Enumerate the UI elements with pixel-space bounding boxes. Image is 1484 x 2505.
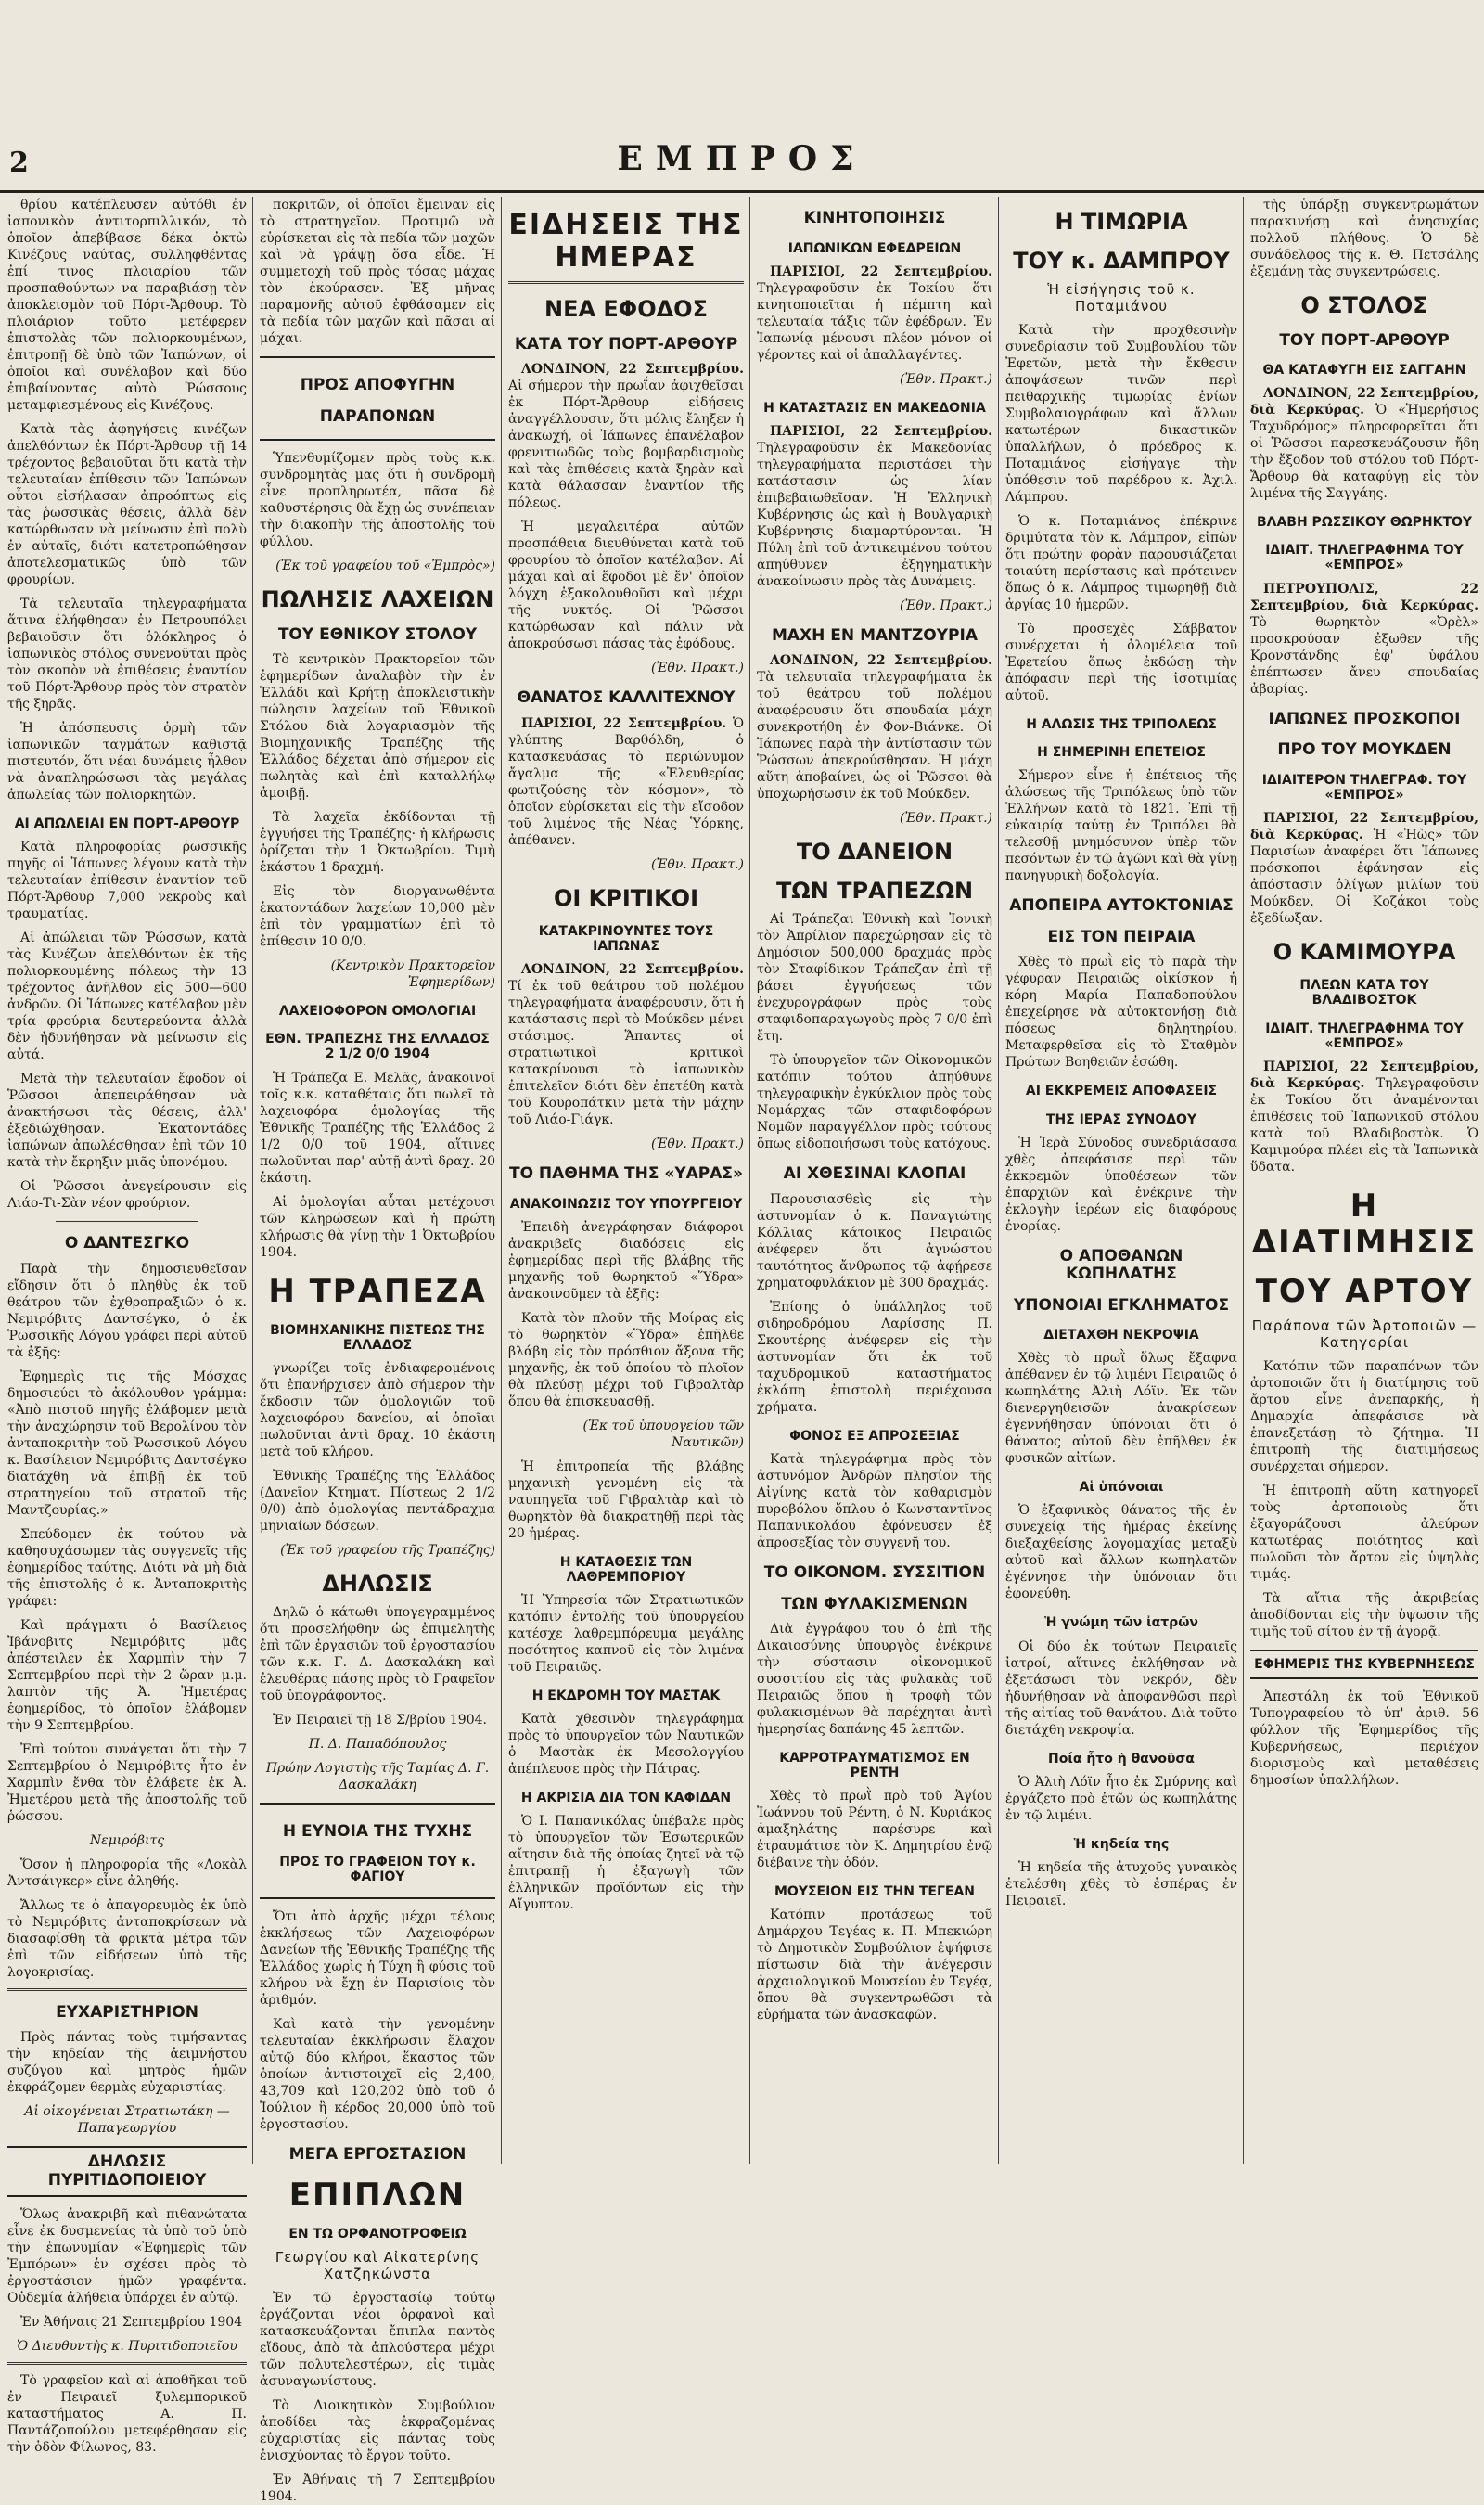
article-paragraph: Οἱ δύο ἐκ τούτων Πειραιεῖς ἰατροί, αἵτινες ἐκλήθησαν νὰ ἐξετάσωσι τὸν νεκρόν, δὲν ἠδυνήθησαν νὰ ἀποφανθῶσι περὶ τῆς αἰτίας τοῦ θανάτου. Διὰ τοῦτο διετάχθη νεκροψία.: [1005, 1638, 1237, 1738]
headline-manchuria: ΜΑΧΗ ΕΝ ΜΑΝΤΖΟΥΡΙΑ: [771, 625, 978, 645]
headline-new-assault-sub: ΚΑΤΑ ΤΟΥ ΠΟΡΤ-ΑΡΘΟΥΡ: [514, 334, 738, 353]
article-paragraph: Τὸ προσεχὲς Σάββατον συνέρχεται ἡ ὁλομέλεια τοῦ Ἐφετείου ὅπως ἐκδώσῃ τὴν ἀπόφασιν περὶ τῆς ἰσοτιμίας αὐτοῦ.: [1005, 622, 1237, 704]
headline-new-assault: ΝΕΑ ΕΦΟΔΟΣ: [544, 296, 708, 322]
article-paragraph: Ἀπεστάλη ἐκ τοῦ Ἐθνικοῦ Τυπογραφείου τὸ ὑπ' ἀριθ. 56 φύλλον τῆς Ἐφημερίδος τῆς Κυβερνήσεως, περιέχον διορισμοὺς καὶ μεταθέσεις δημοσίων ὑπαλλήλων.: [1250, 1689, 1478, 1789]
headline-complaints: Παράπονα τῶν Ἀρτοποιῶν — Κατηγορίαι: [1251, 1317, 1478, 1352]
headline-declaration: ΔΗΛΩΣΙΣ: [322, 1570, 433, 1597]
headline-smuggling: Η ΚΑΤΑΘΕΣΙΣ ΤΩΝ ΛΑΘΡΕΜΠΟΡΙΟΥ: [559, 1555, 693, 1586]
article-paragraph: Παρὰ τὴν δημοσιευθεῖσαν εἴδησιν ὅτι ὁ πληθὺς ἐκ τοῦ θεάτρου τῶν ἐχθροπραξιῶν ὁ κ. Νεμιρόβιτς Δαντσέγκο, ὁ ἐκ Ῥωσσικῆς Λόγου γράφει περὶ αὐτοῦ τὰ ἑξῆς:: [7, 1261, 247, 1360]
article-paragraph: Ἐπίσης ὁ ὑπάλληλος τοῦ σιδηροδρόμου Λαρίσσης Π. Σκουτέρης ἀνέφερεν εἰς τὴν ἀστυνομίαν ὅτι ἐκ τοῦ ταχυδρομικοῦ καταστήματος ἐκλάπη ἐπιστολὴ περιέχουσα χρήματα.: [757, 1300, 992, 1416]
headline-accident: ΦΟΝΟΣ ΕΞ ΑΠΡΟΣΕΞΙΑΣ: [789, 1429, 960, 1445]
column-divider: [501, 197, 502, 2164]
column-divider: [998, 197, 999, 2164]
dateline: Ἐν Ἀθήναις 21 Σεπτεμβρίου 1904: [20, 2315, 243, 2331]
dateline: ΛΟΝΔΙΝΟΝ, 22 Σεπτεμβρίου.: [521, 962, 744, 978]
article-text: Τὰ τελευταῖα τηλεγραφήματα ἐκ τοῦ θεάτρου τοῦ πολέμου ἀναφέρουσιν ὅτι σπουδαία μάχη συνεκροτήθη ἐν Φον-Βιάνκε. Οἱ Ἰάπωνες παρὰ τὴν ἀντίστασιν τῶν Ῥώσσων ἀπεκρούσθησαν. Ἡ μάχη αὕτη ἀποβαίνει, ὡς οἱ Ῥῶσσοι θὰ ὑποχωρήσωσιν ἐκ τοῦ Μούκδεν.: [757, 670, 992, 803]
column-divider: [1243, 197, 1244, 2164]
headline-loan-sub: ΤΩΝ ΤΡΑΠΕΖΩΝ: [775, 877, 974, 904]
divider: [7, 1988, 247, 1991]
headline-attempt: ΑΠΟΠΕΙΡΑ ΑΥΤΟΚΤΟΝΙΑΣ: [1009, 896, 1234, 916]
source-note: (Ἐκ τοῦ γραφείου τῆς Τραπέζης): [280, 1542, 495, 1558]
headline-founders: Γεωργίου καὶ Αἰκατερίνης Χατζηκώνστα: [275, 2248, 480, 2282]
column-6: [1250, 197, 1478, 2164]
headline-powder-mill: ΔΗΛΩΣΙΣ ΠΥΡΙΤΙΔΟΠΟΙΕΙΟΥ: [7, 2146, 247, 2197]
headline-artist-death: ΘΑΝΑΤΟΣ ΚΑΛΛΙΤΕΧΝΟΥ: [517, 688, 736, 708]
source-note: (Ἐθν. Πρακτ.): [651, 856, 744, 872]
article-paragraph: Ὅλως ἀνακριβῆ καὶ πιθανώτατα εἶνε ἐκ δυσμενείας τὰ ὑπὸ τοῦ ὑπὸ τὴν ἐπωνυμίαν «Ἐφημερὶς τῶν Ἐμπόρων» ἐν σχέσει πρὸς τὸ ἐργοστάσιον ἡμῶν γραφέντα. Οὐδεμία ἀλήθεια ὑπάρχει ἐν αὐτῷ.: [7, 2207, 247, 2306]
source-note: (Ἐθν. Πρακτ.): [651, 1137, 744, 1152]
headline-autopsy: ΔΙΕΤΑΧΘΗ ΝΕΚΡΟΨΙΑ: [1043, 1328, 1199, 1343]
article-paragraph: τὴς ὑπάρξῃ συγκεντρωμάτων παρακινήσῃ καὶ ἀνησυχίας πολλοῦ πλήθους. Ὁ δὲ συνάδελφος τῆς κ. Θ. Πετσάλης ἐξεμάνῃ τὰς συγκεντρώσεις.: [1250, 198, 1478, 279]
headline-telegram: ΙΔΙΑΙΤ. ΤΗΛΕΓΡΑΦΗΜΑ ΤΟΥ «ΕΜΠΡΟΣ»: [1265, 543, 1464, 573]
article-text: Τηλεγραφοῦσιν ἐκ Τοκίου ὅτι ἀναμένονται ἐπιθέσεις τοῦ Ἰαπωνικοῦ στόλου κατὰ τοῦ Βλαδιβοστὸκ. Ὁ Καμιμούρα πλέει εἰς τὰ Ἰαπωνικὰ ὕδατα.: [1250, 1075, 1478, 1175]
article-paragraph: Ἡ ἐπιτροπεία τῆς βλάβης μηχανικὴ γενομένη εἰς τὰ ναυπηγεῖα τοῦ Γιβραλτὰρ καὶ τὸ θωρηκτὸν θὰ διακρατηθῇ περὶ τὰς 20 ἡμέρας.: [508, 1459, 744, 1542]
article-paragraph: Καὶ πράγματι ὁ Βασίλειος Ἰβάνοβιτς Νεμιρόβιτς μᾶς ἀπέστειλεν ἐκ Χαρμπὶν τὴν 7 Σεπτεμβρίου περὶ τὴν 2 ὥραν μ.μ. λαπτὸν τῆς Ἀ. Ἠμετέρας ἐφημερίδος, τὸ ὁποῖον ἐλάβομεν τὴν 9 Σεπτεμβρίου.: [7, 1617, 247, 1733]
article-paragraph: θρίου κατέπλευσεν αὐτόθι ἐν ἰαπονικὸν ἀντιτορπιλλικόν, τὸ ὁποῖον ἀπεβίβασε δέκα ὀκτὼ Κινέζους ναύτας, συλληφθέντας ἐπί τινος πλοιαρίου τῶν προσπαθούντων να παραβιάσῃ τὸν ἀποκλεισμὸν τοῦ Πόρτ-Ἄρθουρ. Τὸ πλοιάριον τοῦτο μετέφερεν ἐπιστολὰς τῶν πολιορκουμένων, ἐπιτροπῇ δὲ ὑπὸ τῶν Ἰαπώνων, οἱ ὁποῖοι καὶ συνέλαβον καὶ δύο ἐπιβαίνοντας αὐτὸ Ῥώσσους μεταμφιεσμένους εἰς Κινέζους.: [7, 198, 247, 413]
headline-telegram: ΙΔΙΑΙΤΕΡΟΝ ΤΗΛΕΓΡΑΦ. ΤΟΥ «ΕΜΠΡΟΣ»: [1261, 772, 1467, 803]
article-paragraph: Ἡ ἀπόσπευσις ὁρμὴ τῶν ἰαπωνικῶν ταγμάτων καθιστᾷ πιστευτόν, ὅτι νέαι δυνάμεις ἦλθον νὰ ἀναπληρώσωσι τὰς μεγάλας ἀπωλείας τῶν πολιορκητῶν.: [7, 721, 247, 803]
column-3: [508, 197, 744, 2164]
source-note: (Ἐκ τοῦ ὑπουργείου τῶν Ναυτικῶν): [582, 1419, 744, 1451]
headline-renti: ΚΑΡΡΟΤΡΑΥΜΑΤΙΣΜΟΣ ΕΝ ΡΕΝΤΗ: [779, 1751, 970, 1781]
headline-fortune-sub: ΠΡΟΣ ΤΟ ΓΡΑΦΕΙΟΝ ΤΟΥ κ. ΦΑΓΙΟΥ: [279, 1854, 476, 1885]
headline-furniture: ΕΠΙΠΛΩΝ: [288, 2176, 467, 2214]
headline-telegram: ΙΔΙΑΙΤ. ΤΗΛΕΓΡΑΦΗΜΑ ΤΟΥ «ΕΜΠΡΟΣ»: [1265, 1021, 1464, 1051]
article-paragraph: Κατὰ χθεσινὸν τηλεγράφημα πρὸς τὸ ὑπουργεῖον τῶν Ναυτικῶν ὁ Μαστὰκ ἐκ Μεσολογγίου ἀπέπλευσε πρὸς τὴν Πάτρας.: [508, 1712, 744, 1778]
headline-attempt-sub: ΕΙΣ ΤΟΝ ΠΕΙΡΑΙΑ: [1047, 927, 1196, 946]
article-text: Ὁ «Ἡμερήσιος Ταχυδρόμος» πληροφορεῖται ὅτι οἱ Ῥῶσσοι παρεσκευάζουσιν ἤδη τὴν ἔξοδον τοῦ στόλου τοῦ Πόρτ-Ἄρθουρ θὰ καταφύγῃ εἰς τὸν λιμένα τῆς Σαγγάης.: [1250, 403, 1478, 502]
subhead: Ποία ἦτο ἡ θανοῦσα: [1048, 1751, 1195, 1766]
article-paragraph: Τὸ Διοικητικὸν Συμβούλιον ἀποδίδει τὰς ἐκφραζομένας εὐχαριστίας εἰς πάντας τοὺς ἐνισχύοντας τὸ ἔργον τοῦτο.: [260, 2397, 495, 2463]
headline-lottery-sub: ΤΟΥ ΕΘΝΙΚΟΥ ΣΤΟΛΟΥ: [277, 624, 478, 644]
headline-hydra-sub: ΑΝΑΚΟΙΝΩΣΙΣ ΤΟΥ ΥΠΟΥΡΓΕΙΟΥ: [509, 1197, 743, 1213]
article-paragraph: Τὸ κεντρικὸν Πρακτορεῖον τῶν ἐφημερίδων ἀναλαβὸν τὴν ἐν Ἑλλάδι καὶ Κρήτῃ ἀποκλειστικὴν πώλησιν λαχείων τοῦ Ἐθνικοῦ Στόλου διὰ λογαριασμὸν τῆς Βιομηχανικῆς Τραπέζης τῆς Ἑλλάδος δέχεται ἀπὸ σήμερον εἰς πωλητὰς καὶ ἐπὶ καταλλήλῳ ἀμοιβῇ.: [260, 652, 495, 802]
headline-mess-sub: ΤΩΝ ΦΥΛΑΚΙΣΜΕΝΩΝ: [781, 1594, 968, 1613]
dateline: ΠΑΡΙΣΙΟΙ, 22 Σεπτεμβρίου.: [770, 423, 992, 439]
article-paragraph: Κατὰ τὸν πλοῦν τῆς Μοίρας εἰς τὸ θωρηκτὸν «Ὕδρα» ἐπῆλθε βλάβη εἰς τὸν πρόσθιον ἄξονα τῆς μηχανῆς, ἐκ τοῦ ὁποίου τὸ πλοῖον θὰ πλεύσῃ μέχρι τοῦ Γιβραλτὰρ ὅπου θὰ ἐπισκευασθῇ.: [508, 1311, 744, 1410]
article-text: Τηλεγραφοῦσιν ἐκ Τοκίου ὅτι κινητοποιεῖται ἡ πέμπτη καὶ τελευταία τάξις τῶν ἐφέδρων. Ἐν Ἰαπωνίᾳ μένουσι πλέον μόνον οἱ γέροντες καὶ οἱ ἀπαλλαγέντες.: [757, 280, 992, 363]
headline-dantsegko: Ο ΔΑΝΤΕΣΓΚΟ: [64, 1234, 190, 1253]
article-paragraph: Κατόπιν προτάσεως τοῦ Δημάρχου Τεγέας κ. Π. Μπεκιώρη τὸ Δημοτικὸν Συμβούλιον ἐψήφισε πίστωσιν διὰ τὴν ἀνέγερσιν ἀρχαιολογικοῦ Μουσείου ἐν Τεγέᾳ, ὅπου θὰ συγκεντρωθῶσι τὰ εὑρήματα τῶν ἀνασκαφῶν.: [757, 1908, 992, 2023]
headline-bread: ΤΟΥ ΑΡΤΟΥ: [1255, 1272, 1474, 1310]
column-5: [1005, 197, 1237, 2164]
headline-punishment: Η ΤΙΜΩΡΙΑ: [1055, 209, 1188, 235]
headline-macedonia: Η ΚΑΤΑΣΤΑΣΙΣ ΕΝ ΜΑΚΕΔΟΝΙΑ: [763, 400, 986, 416]
source-note: (Κεντρικὸν Πρακτορεῖον Ἐφημερίδων): [330, 958, 495, 991]
headline-scouts: ΙΑΠΩΝΕΣ ΠΡΟΣΚΟΠΟΙ: [1268, 709, 1461, 728]
subhead: Ἡ κηδεία της: [1073, 1836, 1170, 1852]
article-paragraph: Τὰ αἴτια τῆς ἀκριβείας ἀποδίδονται εἰς τὴν ὑψωσιν τῆς τιμῆς τοῦ σίτου ἐν τῇ ἀγορᾷ.: [1250, 1591, 1478, 1640]
article-paragraph: Σήμερον εἶνε ἡ ἐπέτειος τῆς ἁλώσεως τῆς Τριπόλεως ὑπὸ τῶν Ἑλλήνων κατὰ τὸ 1821. Ἐπὶ τῇ εὐκαιρίᾳ ταύτῃ ἐν Τριπόλει θὰ τελεσθῇ μνημόσυνον ὑπὲρ τῶν πεσόντων ἐν τῷ ἀγῶνι καὶ θὰ γίνῃ πανηγυρικὴ δοξολογία.: [1005, 768, 1237, 884]
article-paragraph: Κατὰ τὰς ἀφηγήσεις κινέζων ἀπελθόντων ἐκ Πόρτ-Ἄρθουρ τῇ 14 τρέχοντος βεβαιοῦται ὅτι κατὰ τὴν τελευταίαν ἐπίθεσιν τῶν Ἰαπώνων οὗτοι εἰσήλασαν ἀπροόπτως εἰς τὰς ῥωσσικὰς θέσεις, ἀλλὰ δὲν κατώρθωσαν νὰ μείνωσιν ἐπὶ πολὺ ἐν αὐταῖς, διότι κατετροπώθησαν ἀποτελεσματικῶς ὑπὸ τῶν φρουρίων.: [7, 422, 247, 587]
dateline: ΠΑΡΙΣΙΟΙ, 22 Σεπτεμβρίου.: [521, 715, 727, 731]
article-paragraph: Χθὲς τὸ πρωῒ πρὸ τοῦ Ἁγίου Ἰωάννου τοῦ Ρέντη, ὁ Ν. Κυριάκος ἀμαξηλάτης παρέσυρε καὶ ἐτραυμάτισε τὸν Κ. Δημητρίου ἐνῷ διέβαινε τὴν ὁδόν.: [757, 1789, 992, 1871]
headline-synod-sub: ΤΗΣ ΙΕΡΑΣ ΣΥΝΟΔΟΥ: [1045, 1111, 1197, 1127]
headline-notice-sub: ΠΑΡΑΠΟΝΩΝ: [319, 406, 436, 426]
article-paragraph: γνωρίζει τοῖς ἐνδιαφερομένοις ὅτι ἐπανήρχισεν ἀπὸ σήμερον τὴν ἔκδοσιν τῶν ὁμολογιῶν τοῦ λαχειοφόρου δανείου, αἱ ὁποῖαι πωλοῦνται ἀντὶ δραχ. 10 ἑκάστη μετὰ τοῦ κλήρου.: [260, 1360, 495, 1459]
subhead: Ἡ γνώμη τῶν ἰατρῶν: [1044, 1615, 1198, 1631]
source-note: (Ἐθν. Πρακτ.): [651, 661, 744, 676]
article-paragraph: Χθὲς τὸ πρωῒ ὅλως ἔξαφνα ἀπέθανεν ἐν τῷ λιμένι Πειραιῶς ὁ κωπηλάτης Ἀλιὴ Λόϊν. Ἐκ τῶν διενεργηθεισῶν ἀνακρίσεων ἐγεννήθησαν ὑπόνοιαι ὅτι ὁ θάνατος αὐτοῦ δὲν ἐπῆλθεν ἐκ φυσικῶν αἰτίων.: [1005, 1351, 1237, 1467]
article-paragraph: Ἐφημερὶς τις τῆς Μόσχας δημοσιεύει τὸ ἀκόλουθον γράμμα: «Ἀπὸ πιστοῦ πηγῆς ἐλάβομεν μετὰ τὴν ἀναχώρησιν τοῦ Βερολίνου τὸν ἀνταποκριτὴν τοῦ Ῥωσσικοῦ Λόγου κ. Βασίλειον Νεμιρόβιτς Δαντσέγκο διατάχθη νὰ ἐπιβῇ ἐκ τοῦ στρατηγείου τοῦ στρατοῦ τῆς Μαντζουρίας.»: [7, 1368, 247, 1518]
headline-orphanage: ΕΝ ΤΩ ΟΡΦΑΝΟΤΡΟΦΕΙΩ: [288, 2226, 467, 2242]
subhead: Αἱ ὑπόνοιαι: [1079, 1480, 1164, 1496]
headline-thefts: ΑΙ ΧΘΕΣΙΝΑΙ ΚΛΟΠΑΙ: [783, 1164, 966, 1184]
source-note: (Ἐθν. Πρακτ.): [900, 811, 992, 827]
headline-vladivostok: ΠΛΕΩΝ ΚΑΤΑ ΤΟΥ ΒΛΑΔΙΒΟΣΤΟΚ: [1299, 978, 1429, 1008]
dateline: ΛΟΝΔΙΝΟΝ, 22 Σεπτεμβρίου, διὰ Κερκύρας.: [1250, 386, 1478, 418]
headline-bonds: ΛΑΧΕΙΟΦΟΡΟΝ ΟΜΟΛΟΓΙΑΙ: [278, 1004, 477, 1020]
article-paragraph: Ἡ κηδεία τῆς ἀτυχοῦς γυναικὸς ἐτελέσθη χθὲς τὸ ἑσπέρας ἐν Πειραιεῖ.: [1005, 1859, 1237, 1908]
article-paragraph: Κατὰ τὴν προχθεσινὴν συνεδρίασιν τοῦ Συμβουλίου τῶν Ἐφετῶν, μετὰ τὴν ἔκθεσιν ἀποψάσεων τινῶν περὶ πειθαρχικῆς τιμωρίας ἐνίων Συμβολαιογράφων καὶ ἄλλων κατωτέρων δικαστικῶν ὑπαλλήλων, ὁ πρόεδρος κ. Ποταμιάνος εἰσήγαγε τὴν ὑπόθεσιν τοῦ παρέδρου κ. Ἀχιλ. Λάμπρου.: [1005, 323, 1237, 506]
headline-mobilization: ΚΙΝΗΤΟΠΟΙΗΣΙΣ: [803, 209, 946, 227]
header-rule: [0, 190, 1484, 193]
divider: [7, 2362, 247, 2365]
dateline: Ἐν Ἀθήναις τῇ 7 Σεπτεμβρίου 1904.: [260, 2472, 495, 2504]
article-paragraph: Χθὲς τὸ πρωῒ εἰς τὸ παρὰ τὴν γέφυραν Πειραιῶς οἰκίσκον ἡ κόρη Μαρία Παπαδοπούλου ἐπεχείρησε νὰ αὐτοκτονήσῃ διὰ πόσεως δηλητηρίου. Μεταφερθεῖσα εἰς τὸ Σταθμὸν Πρώτων Βοηθειῶν ἐσώθη.: [1005, 955, 1237, 1071]
column-divider: [252, 197, 253, 2164]
headline-punishment-sub: ΤΟΥ κ. ΔΑΜΠΡΟΥ: [1013, 247, 1230, 274]
article-paragraph: Ἐπὶ τούτου συνάγεται ὅτι τὴν 7 Σεπτεμβρίου ὁ Νεμιρόβιτς ἦτο ἐν Χαρμπὶν ἔνθα τὸν ἐλάβετε ἐκ Ἀ. Ἠμετέρου μετὰ τῆς ἀποστολῆς τοῦ ῥώσσου.: [7, 1741, 247, 1824]
headline-kafidan: Η ΑΚΡΙΣΙΑ ΔΙΑ ΤΟΝ ΚΑΦΙΔΑΝ: [520, 1791, 732, 1806]
divider: [508, 281, 744, 284]
dateline: ΛΟΝΔΙΝΟΝ, 22 Σεπτεμβρίου.: [770, 653, 992, 669]
article-paragraph: Σπεύδομεν ἐκ τούτου νὰ καθησυχάσωμεν τὰς συγγενεῖς τῆς ἐφημερίδος ταύτης. Διότι νὰ μὴ διὰ τῆς ἐπιστολῆς ὁ κ. Ἀνταποκριτὴς γράφει:: [7, 1526, 247, 1609]
column-divider: [749, 197, 750, 2164]
article-paragraph: Ἐν τῷ ἐργοστασίῳ τούτῳ ἐργάζονται νέοι ὀρφανοὶ καὶ κατασκευάζονται ἔπιπλα παντὸς εἴδους, ἀπὸ τὰ ἁπλούστερα μέχρι τῶν πολυτελεστέρων, εἰς τιμὰς ἀσυναγωνίστους.: [260, 2290, 495, 2389]
source-note: (Ἐθν. Πρακτ.): [900, 371, 992, 387]
article-paragraph: Αἱ ὁμολογίαι αὗται μετέχουσι τῶν κληρώσεων καὶ ἡ πρώτη κλήρωσις θὰ γίνῃ τὴν 1 Ὀκτωβρίου 1904.: [260, 1194, 495, 1260]
article-paragraph: Τὰ τελευταῖα τηλεγραφήματα ἅτινα ἐλήφθησαν ἐν Πετρουπόλει βεβαιοῦσιν ὅτι ὁλόκληρος ὁ ἰαπωνικὸς στόλος συνενοῦται πρὸς τὸν σκοπὸν νὰ ἐπιθέσεις ἐναντίον τοῦ Πόρτ-Ἄρθουρ πρὸς τὸν στρατὸν τῆς ξηρᾶς.: [7, 597, 247, 712]
headline-critics: ΟΙ ΚΡΙΤΙΚΟΙ: [553, 884, 699, 911]
headline-notice: ΠΡΟΣ ΑΠΟΦΥΓΗΝ: [300, 376, 455, 394]
column-4: [757, 197, 992, 2164]
headline-pricing: Η ΔΙΑΤΙΜΗΣΙΣ: [1251, 1187, 1478, 1261]
column-2: [260, 197, 495, 2504]
dateline: ΛΟΝΔΙΝΟΝ, 22 Σεπτεμβρίου.: [521, 362, 744, 378]
headline-report: Ἡ εἰσήγησις τοῦ κ. Ποταμιάνου: [1047, 281, 1196, 315]
article-paragraph: Τὸ γραφεῖον καὶ αἱ ἀποθῆκαι τοῦ ἐν Πειραιεῖ ξυλεμπορικοῦ καταστήματος Α. Π. Παντάζοπούλου μετεφέρθησαν εἰς τὴν ὁδὸν Φίλωνος, 83.: [7, 2373, 247, 2456]
article-paragraph: ποκριτῶν, οἱ ὁποῖοι ἔμειναν εἰς τὸ στρατηγεῖον. Προτιμῶ νὰ εὑρίσκεται εἰς τὰ πεδία τῶν μαχῶν καὶ νὰ γράψῃ ὅσα εἶδε. Ἡ συμμετοχὴ τοῦ πρὸς τόσας μάχας τὸν ἐκούρασεν. Ἐξ μῆνας παραμονῆς αὐτοῦ ἐφθάσαμεν εἰς τὰ πεδία τῶν μαχῶν καὶ πᾶσαι αἱ μάχαι.: [260, 198, 495, 346]
headline-synod: ΑΙ ΕΚΚΡΕΜΕΙΣ ΑΠΟΦΑΣΕΙΣ: [1025, 1084, 1218, 1099]
article-paragraph: Ὅσον ἡ πληροφορία τῆς «Λοκὰλ Ἀντσάιγκερ» εἶνε ἀληθής.: [7, 1856, 247, 1889]
article-paragraph: Ὁ ἐξαφνικὸς θάνατος τῆς ἐν συνεχείᾳ τῆς ἡμέρας ἐκείνης διεξαχθείσης λογομαχίας μεταξὺ αὐτοῦ καὶ ἄλλων κωπηλατῶν ἐγέννησε τὴν ὑπόνοιαν ὅτι ἐφονεύθη.: [1005, 1503, 1237, 1602]
headline-tripoli: Η ΑΛΩΣΙΣ ΤΗΣ ΤΡΙΠΟΛΕΩΣ: [1026, 717, 1217, 733]
headline-loan: ΤΟ ΔΑΝΕΙΟΝ: [796, 839, 953, 866]
article-paragraph: Ὁ Ι. Παπανικόλας ὑπέβαλε πρὸς τὸ ὑπουργεῖον τῶν Ἐσωτερικῶν αἴτησιν διὰ τῆς ὁποίας ζητεῖ νὰ τῷ ἐπιτραπῇ ἡ ἐξαγωγὴ τῶν ἑλληνικῶν προϊόντων εἰς τὴν Αἴγυπτον.: [508, 1814, 744, 1913]
article-paragraph: Ἡ Ὑπηρεσία τῶν Στρατιωτικῶν κατόπιν ἐντολῆς τοῦ ὑπουργείου κατέσχε λαθρεμπόρευμα μεγάλης ποσότητος καπνοῦ εἰς τὸν λιμένα τοῦ Πειραιῶς.: [508, 1593, 744, 1676]
headline-gazette: ΕΦΗΜΕΡΙΣ ΤΗΣ ΚΥΒΕΡΝΗΣΕΩΣ: [1250, 1650, 1478, 1679]
divider: [56, 1221, 199, 1222]
article-text: Τηλεγραφοῦσιν ἐκ Μακεδονίας τηλεγραφήματα περιστάσει τὴν κατάστασιν ὡς λίαν ἐπιβεβαιωθεῖσαν. Ἡ Ἑλληνικὴ Κυβέρνησις ὡς καὶ ἡ Βουλγαρικὴ Κυβέρνησις διαμαρτύρονται. Ἡ Πύλη ἐπὶ τοῦ ἀντικειμένου τούτου ἀπηύθυνεν ἐξηγηματικὴν ἀνακοίνωσιν πρὸς τὰς Δυνάμεις.: [757, 440, 992, 589]
headline-bank: Η ΤΡΑΠΕΖΑ: [268, 1272, 487, 1310]
masthead: ΕΜΠΡΟΣ: [617, 139, 867, 178]
headline-bonds-sub: ΕΘΝ. ΤΡΑΠΕΖΗΣ ΤΗΣ ΕΛΛΑΔΟΣ 2 1/2 0/0 1904: [265, 1032, 490, 1062]
article-paragraph: Κατὰ τηλεγράφημα πρὸς τὸν ἀστυνόμον Ἀνδρῶν πλησίον τῆς Αἰγίνης κατὰ τὸν καθαρισμὸν πυροβόλου ὅπλου ὁ Κωνσταντῖνος Παπανικολάου ἐφόνευσεν ἐξ ἀπροσεξίας τὸν συγγενῆ του.: [757, 1452, 992, 1551]
article-paragraph: Ἐθνικῆς Τραπέζης τῆς Ἑλλάδος (Δανεῖον Κτηματ. Πίστεως 2 1/2 0/0) ἀπὸ ὁμολογίας πεντάδραχμα μηνιαίων δόσεων.: [260, 1468, 495, 1534]
headline-mess: ΤΟ ΟΙΚΟΝΟΜ. ΣΥΣΣΙΤΙΟΝ: [763, 1563, 986, 1583]
article-paragraph: Μετὰ τὴν τελευταίαν ἔφοδον οἱ Ῥῶσσοι ἀπεπειράθησαν νὰ ἀνακτήσωσι τὰς θέσεις, ἀλλ' ἐξεδιώχθησαν. Ἐκατοντάδες ἰαπώνων ἀπωλέσθησαν ἐπὶ τῶν 10 κατὰ τὴν ἔκρηξιν μιᾶς ὑπονόμου.: [7, 1072, 247, 1171]
headline-museum: ΜΟΥΣΕΙΟΝ ΕΙΣ ΤΗΝ ΤΕΓΕΑΝ: [774, 1884, 975, 1900]
article-paragraph: Ὑπενθυμίζομεν πρὸς τοὺς κ.κ. συνδρομητὰς μας ὅτι ἡ συνδρομὴ εἶνε προπληρωτέα, πᾶσα δὲ καθυστέρησις θὰ ἔχῃ ὡς συνέπειαν τὴν διακοπὴν τῆς ἀποστολῆς τοῦ φύλλου.: [260, 451, 495, 550]
source-note: (Ἐκ τοῦ γραφείου τοῦ «Ἐμπρὸς»): [275, 559, 495, 574]
article-paragraph: Κατὰ πληροφορίας ῥωσσικῆς πηγῆς οἱ Ἰάπωνες λέγουν κατὰ τὴν τελευταίαν ἐπίθεσιν ἐναντίον τοῦ Πόρτ-Ἄρθουρ 7,000 νεκροὺς καὶ τραυματίας.: [7, 840, 247, 922]
article-paragraph: Ὁ κ. Ποταμιάνος ἐπέκρινε δριμύτατα τὸν κ. Λάμπρον, εἰπὼν ὅτι πρώτην φορὰν παρουσιάζεται τοιαύτη περίστασις καὶ πρότεινεν ὅπως ὁ κ. Λάμπρος τιμωρηθῇ διὰ ἀργίας 10 ἡμερῶν.: [1005, 514, 1237, 613]
headline-anniversary: Η ΣΗΜΕΡΙΝΗ ΕΠΕΤΕΙΟΣ: [1037, 745, 1206, 761]
signature: Ὁ Διευθυντὴς κ. Πυριτιδοποιεῖου: [17, 2339, 237, 2355]
article-paragraph: Ἄλλως τε ὁ ἀπαγορευμὸς ἐκ ὑπὸ τὸ Νεμιρόβιτς ἀνταποκρίσεων νὰ διασαφίσθη τὰ φρικτὰ μέτρα τῶν ἐπὶ τῶν εἰδήσεων ὑπὸ τῆς λογοκρισίας.: [7, 1897, 247, 1980]
source-note: (Ἐθν. Πρακτ.): [900, 597, 992, 613]
article-paragraph: Τὰ λαχεῖα ἐκδίδονται τῇ ἐγγυήσει τῆς Τραπέζης· ἡ κλήρωσις ὁρίζεται τὴν 1 Ὀκτωβρίου. Τιμὴ ἑκάστου 1 δραχμή.: [260, 810, 495, 876]
headline-crime: ΥΠΟΝΟΙΑΙ ΕΓΚΛΗΜΑΤΟΣ: [1013, 1295, 1230, 1315]
article-paragraph: Ἐπειδὴ ἀνεγράφησαν διάφοροι ἀνακριβεῖς διαδόσεις εἰς ἐφημερίδας περὶ τῆς βλάβης τῆς μηχανῆς τοῦ θωρηκτοῦ «Ὕδρα» ἀνακοινοῦμεν τὰ ἑξῆς:: [508, 1220, 744, 1303]
article-paragraph: Δηλῶ ὁ κάτωθι ὑπογεγραμμένος ὅτι προσελήφθην ὡς ἐπιμελητὴς ἐπὶ τῶν ἐργασιῶν τοῦ ἐργοστασίου τῶν κ.κ. Γ. Δ. Δασκαλάκη καὶ ἐλευθέρας πάσης πρὸς τὸ Γραφεῖον τοῦ ὑπογράφοντος.: [260, 1605, 495, 1704]
article-paragraph: Εἰς τὸν διοργανωθέντα ἑκατοντάδων λαχείων 10,000 μὲν ἐπὶ τὸν γραμματίων ἐπὶ τὸ ἐπίθεσιν 10 0/0.: [260, 884, 495, 950]
article-text: Ἡ «Ἠὼς» τῶν Παρισίων ἀναφέρει ὅτι Ἰάπωνες πρόσκοποι ἐφάνησαν εἰς ἀπόστασιν ὀλίγων μιλίων τοῦ Μούκδεν. Οἱ Κοζάκοι τοὺς ἐξεδίωξαν.: [1250, 827, 1479, 926]
headline-factory: ΜΕΓΑ ΕΡΓΟΣΤΑΣΙΟΝ: [288, 2145, 467, 2165]
article-paragraph: Οἱ Ῥῶσσοι ἀνεγείρουσιν εἰς Λιάο-Τι-Σὰν νέον φρούριον.: [7, 1179, 247, 1212]
headline-rower: Ο ΑΠΟΘΑΝΩΝ ΚΩΠΗΛΑΤΗΣ: [1059, 1246, 1183, 1284]
article-paragraph: Παρουσιασθεὶς εἰς τὴν ἀστυνομίαν ὁ κ. Παναγιώτης Κόλλιας κάτοικος Πειραιῶς ἀνέφερεν ὅτι ἀγνώστου ταυτότητος ἄνθρωπος τῷ ἀφῄρεσε χρηματοφυλάκιον μὲ 300 δραχμάς.: [757, 1192, 992, 1291]
headline-mukden: ΠΡΟ ΤΟΥ ΜΟΥΚΔΕΝ: [1277, 740, 1452, 760]
article-paragraph: Αἱ Τράπεζαι Ἐθνικὴ καὶ Ἰονικὴ τὸν Ἀπρίλιον παρεχώρησαν εἰς τὸ Δημόσιον 500,000 δραχμάς πρὸς τὸν Σταφίδικον Τράπεζαν ἐπὶ τῇ βάσει ἐγγυήσεως τῶν ἐνεχυρογράφων πρὸς τοὺς σταφιδοπαραγωγοὺς πρὸς 7 0/0 ἐπὶ ἔτη.: [757, 912, 992, 1045]
article-paragraph: Αἱ ἀπώλειαι τῶν Ῥώσσων, κατὰ τὰς Κινέζων ἀπελθόντων ἐκ τῆς πολιορκουμένης πόλεως τὴν 13 τρέχοντος ἀνῆλθον εἰς 500—600 ἀνδρῶν. Οἱ Ἰάπωνες κατέλαβον μὲν τρία φρούρια δευτερεύοντα ἀλλὰ δὲν ἠδυνήθησαν νὰ μείνωσιν εἰς αὐτά.: [7, 931, 247, 1063]
headline-lottery: ΠΩΛΗΣΙΣ ΛΑΧΕΙΩΝ: [261, 586, 494, 613]
article-paragraph: Καὶ κατὰ τὴν γενομένην τελευταίαν ἐκκλήρωσιν ἔλαχον αὐτῷ δύο κλήροι, ἕκαστος τῶν ὁποίων ἀντιστοιχεῖ εἰς 2,400, 43,709 καὶ 120,202 ὑπὸ τοῦ ὁ Ἰούλιον ἢ κέρδος 20,000 ὑπὸ τοῦ ἐργοστασίου.: [260, 2017, 495, 2133]
signature-title: Πρώην Λογιστὴς τῆς Ταμίας Δ. Γ. Δασκαλάκη: [265, 1761, 490, 1793]
headline-kamimura: Ο ΚΑΜΙΜΟΥΡΑ: [1273, 938, 1456, 965]
headline-shanghai: ΘΑ ΚΑΤΑΦΥΓΗ ΕΙΣ ΣΑΓΓΑΗΝ: [1262, 363, 1466, 379]
article-paragraph: Πρὸς πάντας τοὺς τιμήσαντας τὴν κηδείαν τῆς ἀειμνήστου συζύγου καὶ μητρὸς ἡμῶν ἐκφράζομεν θερμὰς εὐχαριστίας.: [7, 2030, 247, 2096]
article-paragraph: Τὸ ὑπουργεῖον τῶν Οἰκονομικῶν κατόπιν τούτου ἀπηύθυνε τηλεγραφικὴν ἐγκύκλιον πρὸς τοὺς Νομάρχας τῶν σταφιδοφόρων Νομῶν παραγγέλλον πρὸς τούτους ὅπως εἰδοποιήσωσι τοὺς κατόχους.: [757, 1053, 992, 1152]
headline-mastak: Η ΕΚΔΡΟΜΗ ΤΟΥ ΜΑΣΤΑΚ: [531, 1689, 721, 1704]
dateline: ΠΕΤΡΟΥΠΟΛΙΣ, 22 Σεπτεμβρίου, διὰ Κερκύρας.: [1250, 581, 1478, 613]
page-number: 2: [9, 147, 29, 179]
article-text: Τὸ θωρηκτὸν «Ὀρὲλ» προσκρούσαν ἐξωθεν τῆς Κρονστάνδης ἐφ' ὑφάλου ἐπέπτωσεν ἄνευ σπουδαίας ἀβαρίας.: [1250, 614, 1478, 697]
headline-damage: ΒΛΑΒΗ ΡΩΣΣΙΚΟΥ ΘΩΡΗΚΤΟΥ: [1256, 515, 1473, 531]
headline-bank-sub: ΒΙΟΜΗΧΑΝΙΚΗΣ ΠΙΣΤΕΩΣ ΤΗΣ ΕΛΛΑΔΟΣ: [270, 1322, 485, 1353]
article-paragraph: Ἡ μεγαλειτέρα αὐτῶν προσπάθεια διευθύνεται κατὰ τοῦ φρουρίου τὸ ὁποῖον κατέλαβον. Αἱ μάχαι καὶ αἱ ἔφοδοι μὲ ἔν' ὁποῖον λόγχη ἐξακολουθοῦσι καὶ μέχρι τῆς νυκτός. Οἱ Ῥῶσσοι κατώρθωσαν καὶ πάλιν νὰ ἀποκρούσωσι πάσας τὰς ἐφόδους.: [508, 520, 744, 652]
headline-losses: ΑΙ ΑΠΩΛΕΙΑΙ ΕΝ ΠΟΡΤ-ΑΡΘΟΥΡ: [14, 816, 240, 831]
dateline: Ἐν Πειραιεῖ τῇ 18 Σ/βρίου 1904.: [273, 1713, 487, 1728]
article-text: Αἱ σήμερον τὴν πρωΐαν ἀφιχθεῖσαι ἐκ Πόρτ-Ἄρθουρ εἰδήσεις ἀναγγέλλουσιν, ὅτι μόλις ἔληξεν ἡ ἀνακωχή, οἱ Ἰάπωνες ἐπανέλαβον φρενιτιωδῶς τοὺς βομβαρδισμοὺς καὶ τὰς ἐπιθέσεις κατὰ ξηρὰν καὶ κατὰ θάλασσαν ἐναντίον τῆς πόλεως.: [508, 379, 744, 511]
headline-mobilization-sub: ΙΑΠΩΝΙΚΩΝ ΕΦΕΔΡΕΙΩΝ: [787, 240, 962, 256]
article-paragraph: Ὅτι ἀπὸ ἀρχῆς μέχρι τέλους ἐκκλήσεως τῶν Λαχειοφόρων Δανείων τῆς Ἐθνικῆς Τραπέζης τῆς Ἑλλάδος χωρὶς ἡ Τύχη ἢ φύσις τοῦ κλήρου νὰ ἔχῃ ἐν Παρισίοις τὸν ἀριθμόν.: [260, 1909, 495, 2009]
headline-fleet: Ο ΣΤΟΛΟΣ: [1300, 292, 1428, 318]
signature: Π. Δ. Παπαδόπουλος: [308, 1737, 447, 1753]
headline-hydra: ΤΟ ΠΑΘΗΜΑ ΤΗΣ «ΥΑΡΑΣ»: [508, 1164, 744, 1184]
headline-thanks: ΕΥΧΑΡΙΣΤΗΡΙΟΝ: [56, 2002, 198, 2022]
headline-fleet-sub: ΤΟΥ ΠΟΡΤ-ΑΡΘΟΥΡ: [1279, 330, 1450, 350]
dateline: ΠΑΡΙΣΙΟΙ, 22 Σεπτεμβρίου, διὰ Κερκύρας.: [1250, 810, 1478, 842]
article-text: Ὁ γλύπτης Βαρθόλδη, ὁ κατασκευάσας τὸ περιώνυμον ἄγαλμα τῆς «Ἐλευθερίας φωτιζούσης τὸν κόσμον», τὸ ὁποῖον εὑρίσκεται εἰς τὴν εἴσοδον τοῦ λιμένος τῆς Νέας Ὑόρκης, ἀπέθανεν.: [508, 715, 744, 848]
signature: Αἱ οἰκογένειαι Στρατιωτάκη — Παπαγεωργίου: [24, 2104, 230, 2137]
headline-critics-sub: ΚΑΤΑΚΡΙΝΟΥΝΤΕΣ ΤΟΥΣ ΙΑΠΩΝΑΣ: [538, 924, 714, 955]
headline-fortune: Η ΕΥΝΟΙΑ ΤΗΣ ΤΥΧΗΣ: [282, 1822, 473, 1842]
article-paragraph: Ἡ Ἱερὰ Σύνοδος συνεδριάσασα χθὲς ἀπεφάσισε περὶ τῶν ἐκκρεμῶν ὑποθέσεων τῶν ἐπαρχιῶν καὶ ἐνέκρινε τὴν ἐκλογὴν ἱερέων εἰς διαφόρους ἐνορίας.: [1005, 1135, 1237, 1234]
article-paragraph: Ὁ Ἀλιὴ Λόϊν ἦτο ἐκ Σμύρνης καὶ ἐργάζετο πρὸ ἐτῶν ὡς κωπηλάτης ἐν τῷ λιμένι.: [1005, 1774, 1237, 1823]
article-paragraph: Διὰ ἐγγράφου του ὁ ἐπὶ τῆς Δικαιοσύνης ὑπουργὸς ἐνέκρινε τὴν σύστασιν οἰκονομικοῦ συσσιτίου εἰς τὰς φυλακὰς τοῦ Πειραιῶς ὅπου ἡ τροφὴ τῶν φυλακισμένων θὰ παρέχηται ἀντὶ ἡμερησίας δαπάνης 45 λεπτῶν.: [757, 1622, 992, 1738]
article-paragraph: Ἡ Τράπεζα Ε. Μελᾶς, ἀνακοινοῖ τοῖς κ.κ. καταθέταις ὅτι πωλεῖ τὰ λαχειοφόρα ὁμολογίας τῆς Ἐθνικῆς Τραπέζης τῆς Ἑλλάδος 2 1/2 0/0 τοῦ 1904, αἵτινες πωλοῦνται παρ' αὐτῇ ἀντὶ δραχ. 20 ἑκάστη.: [260, 1070, 495, 1186]
article-text: Τί ἐκ τοῦ θεάτρου τοῦ πολέμου τηλεγραφήματα ἀναφέρουσιν, ὅτι ἡ κατάστασις περὶ τὸ Μούκδεν μένει στάσιμος. Ἅπαντες οἱ στρατιωτικοὶ κριτικοὶ κατακρίνουσι τὸ ἰαπωνικὸν ἐπιτελεῖον διότι δὲν ἐπετέθη κατὰ τοῦ Κουροπάτκιν μετὰ τὴν μάχην τοῦ Λιάο-Γιάγκ.: [508, 979, 744, 1128]
section-title: ΕΙΔΗΣΕΙΣ ΤΗΣ ΗΜΕΡΑΣ: [508, 209, 744, 274]
dateline: ΠΑΡΙΣΙΟΙ, 22 Σεπτεμβρίου.: [770, 263, 992, 279]
article-paragraph: Κατόπιν τῶν παραπόνων τῶν ἀρτοποιῶν ὅτι ἡ διατίμησις τοῦ ἄρτου εἶνε ἀνεπαρκής, ἡ Δημαρχία ἀπεφάσισε νὰ ἐπανεξετάσῃ τὸ ζήτημα. Ἡ ἐπιτροπὴ τῆς διατιμήσεως συνέρχεται σήμερον.: [1250, 1359, 1478, 1475]
signature: Νεμιρόβιτς: [89, 1832, 165, 1848]
article-paragraph: Ἡ ἐπιτροπὴ αὕτη κατηγορεῖ τοὺς ἀρτοποιοὺς ὅτι ἐξαγοράζουσι ἀλεύρων κατωτέρας ποιότητος καὶ πωλοῦσι τὸν ἄρτον εἰς ὑψηλὰς τιμάς.: [1250, 1484, 1478, 1583]
dateline: ΠΑΡΙΣΙΟΙ, 22 Σεπτεμβρίου, διὰ Κερκύρας.: [1250, 1059, 1478, 1091]
column-1: [7, 197, 247, 2456]
